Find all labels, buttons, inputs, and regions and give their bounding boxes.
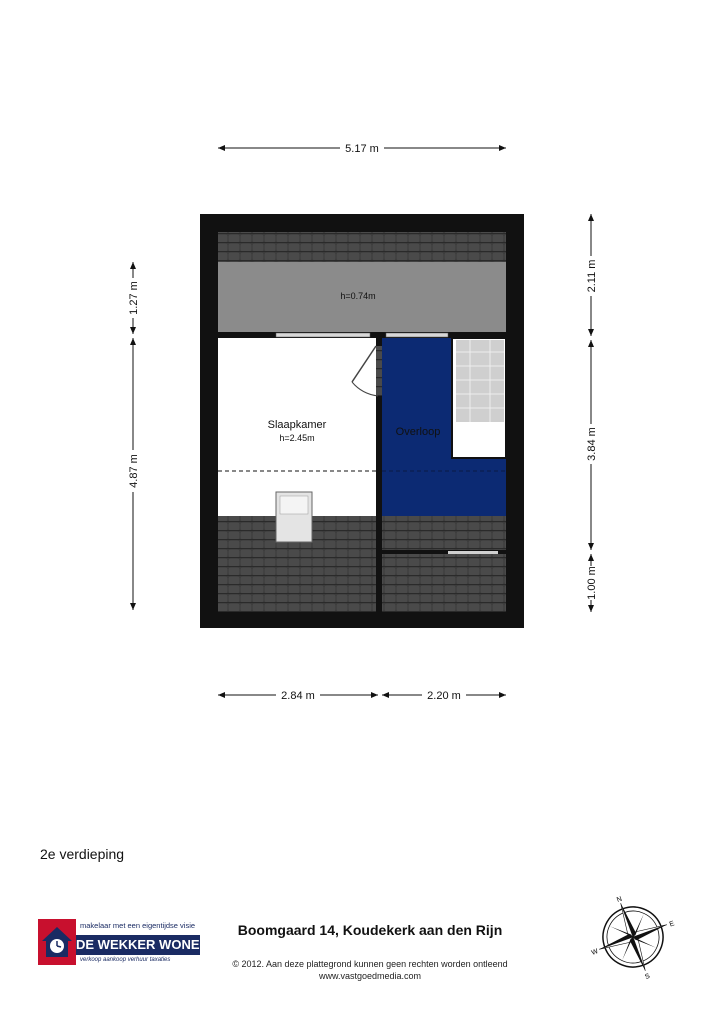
dimension-left-lower bbox=[128, 338, 140, 610]
dimension-right-lower bbox=[586, 554, 598, 612]
dimension-top-label: 5.17 m bbox=[345, 143, 379, 155]
floor-label: 2e verdieping bbox=[40, 846, 125, 862]
logo-subline: verkoop aankoop verhuur taxaties bbox=[80, 957, 171, 963]
property-address: Boomgaard 14, Koudekerk aan den Rijn bbox=[237, 922, 503, 938]
compass-n: N bbox=[615, 895, 624, 905]
dimension-left-upper-label: 1.27 m bbox=[128, 281, 140, 315]
staircase bbox=[452, 338, 506, 458]
compass-s: S bbox=[644, 972, 651, 982]
company-logo bbox=[38, 919, 209, 965]
dimension-bottom-left-label: 2.84 m bbox=[281, 690, 315, 702]
attic-height-label: h=0.74m bbox=[340, 291, 376, 301]
roof-window-top-left bbox=[276, 333, 370, 337]
dimension-right-upper-label: 2.11 m bbox=[586, 259, 598, 293]
dimension-right-middle bbox=[586, 340, 598, 550]
bedroom-height: h=2.45m bbox=[279, 433, 315, 443]
dimension-left-upper bbox=[128, 262, 140, 334]
copyright-text: © 2012. Aan deze plattegrond kunnen geen rechten worden ontleend bbox=[232, 959, 508, 969]
dimension-top bbox=[218, 143, 506, 155]
compass-rose-icon bbox=[588, 892, 678, 982]
website-text: www.vastgoedmedia.com bbox=[318, 971, 422, 981]
interior-wall-vertical bbox=[376, 396, 382, 612]
footer-copyright bbox=[200, 958, 540, 982]
dimension-bottom-left bbox=[218, 690, 378, 702]
logo-tagline: makelaar met een eigentijdse visie bbox=[80, 921, 196, 930]
logo-name: DE WEKKER WONEN bbox=[76, 935, 200, 955]
compass-w: W bbox=[590, 948, 600, 957]
dimension-right-middle-label: 3.84 m bbox=[586, 427, 598, 461]
house-clock-icon bbox=[38, 919, 76, 965]
bedroom-name: Slaapkamer bbox=[267, 419, 327, 431]
compass-e: E bbox=[668, 920, 676, 929]
dimension-right-upper bbox=[586, 214, 598, 336]
dimension-left-lower-label: 4.87 m bbox=[128, 454, 140, 488]
landing-name: Overloop bbox=[395, 426, 441, 438]
window-lower-right bbox=[448, 551, 498, 554]
dimension-bottom-right-label: 2.20 m bbox=[427, 690, 461, 702]
dimension-right-lower-label: 1.00 m bbox=[586, 566, 598, 600]
roof-window-top-right bbox=[386, 333, 448, 337]
dimension-bottom-right bbox=[382, 690, 506, 702]
